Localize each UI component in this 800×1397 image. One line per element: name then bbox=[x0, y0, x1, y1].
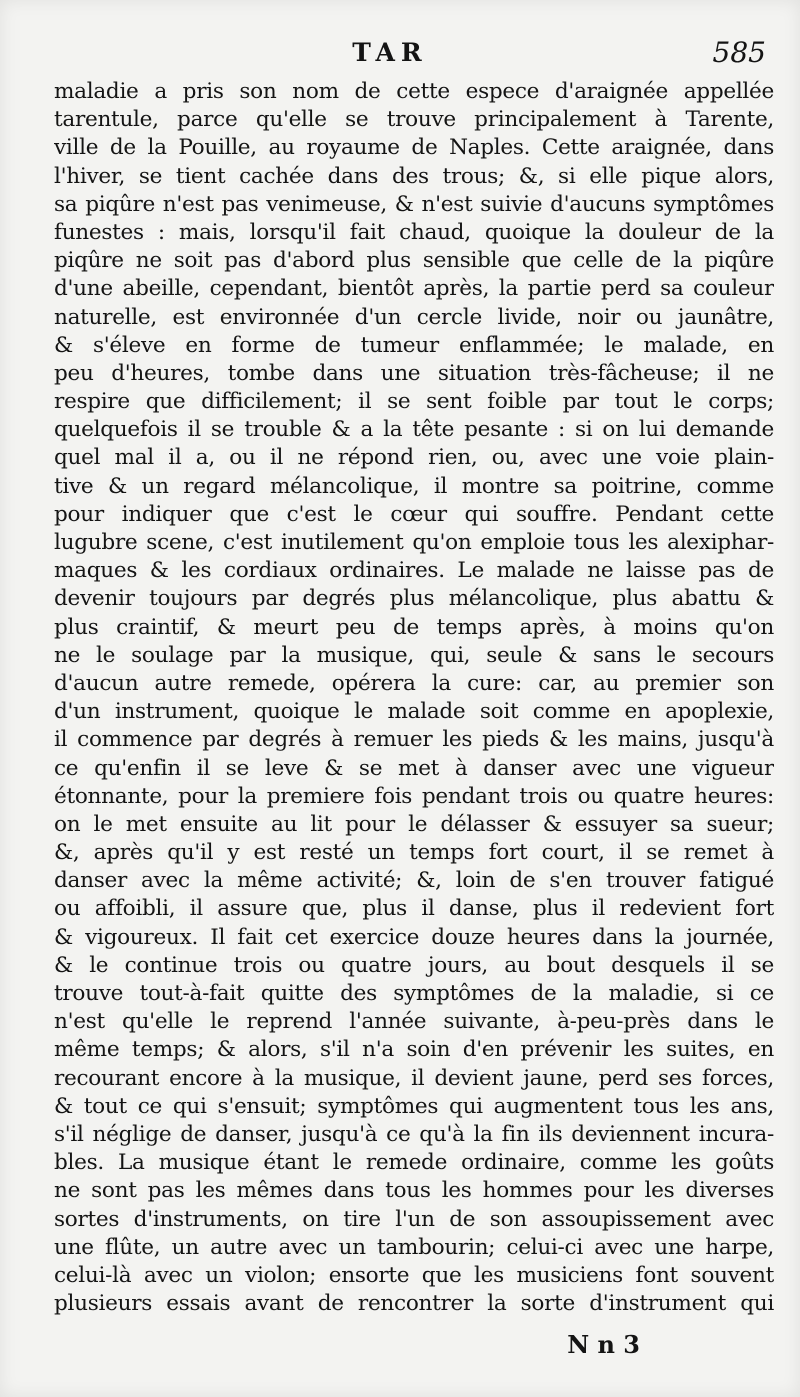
text-line: devenir toujours par degrés plus mélancolique, plus abattu & bbox=[54, 586, 774, 612]
text-line: lugubre scene, c'est inutilement qu'on emploie tous les alexiphar- bbox=[54, 530, 774, 555]
text-line: n'est qu'elle le reprend l'année suivante, à-peu-près dans le bbox=[54, 1009, 774, 1035]
text-line: naturelle, est environnée d'un cercle livide, noir ou jaunâtre, bbox=[54, 304, 774, 330]
text-line: tarentule, parce qu'elle se trouve principalement à Tarente, bbox=[54, 107, 774, 133]
text-line: on le met ensuite au lit pour le délasser & essuyer sa sueur; bbox=[54, 811, 774, 837]
text-line: funestes : mais, lorsqu'il fait chaud, quoique la douleur de la bbox=[54, 219, 774, 245]
page-number: 585 bbox=[712, 36, 766, 69]
text-line: plus craintif, & meurt peu de temps après, à moins qu'on bbox=[54, 614, 774, 640]
body-text bbox=[54, 78, 774, 1318]
text-line: pour indiquer que c'est le cœur qui souffre. Pendant cette bbox=[54, 501, 774, 527]
running-head: TAR bbox=[352, 38, 428, 67]
text-line: il commence par degrés à remuer les pieds & les mains, jusqu'à bbox=[54, 727, 774, 753]
text-line: peu d'heures, tombe dans une situation très-fâcheuse; il ne bbox=[54, 360, 774, 386]
text-line: danser avec la même activité; &, loin de s'en trouver fatigué bbox=[54, 868, 774, 894]
text-line: & s'éleve en forme de tumeur enflammée; le malade, en bbox=[54, 332, 774, 358]
text-line: tive & un regard mélancolique, il montre sa poitrine, comme bbox=[54, 473, 774, 499]
text-line: d'une abeille, cependant, bientôt après, la partie perd sa couleur bbox=[54, 276, 774, 302]
text-line: quelquefois il se trouble & a la tête pesante : si on lui demande bbox=[54, 417, 774, 443]
text-line: ville de la Pouille, au royaume de Naples. Cette araignée, dans bbox=[54, 135, 774, 161]
text-line: ne le soulage par la musique, qui, seule & sans le secours bbox=[54, 642, 774, 668]
text-line: & tout ce qui s'ensuit; symptômes qui augmentent tous les ans, bbox=[54, 1093, 774, 1119]
text-line: s'il néglige de danser, jusqu'à ce qu'à la fin ils deviennent incura- bbox=[54, 1121, 774, 1147]
text-line: une flûte, un autre avec un tambourin; celui-ci avec une harpe, bbox=[54, 1234, 774, 1260]
text-line: & vigoureux. Il fait cet exercice douze heures dans la journée, bbox=[54, 924, 774, 950]
text-line: piqûre ne soit pas d'abord plus sensible que celle de la piqûre bbox=[54, 248, 774, 274]
text-line: quel mal il a, ou il ne répond rien, ou, avec une voie plain- bbox=[54, 445, 774, 471]
text-line: maladie a pris son nom de cette espece d'araignée appellée bbox=[54, 79, 774, 104]
text-line: sortes d'instruments, on tire l'un de son assoupissement avec bbox=[54, 1206, 774, 1232]
text-line: bles. La musique étant le remede ordinaire, comme les goûts bbox=[54, 1150, 774, 1176]
signature-mark: N n 3 bbox=[567, 1330, 640, 1359]
text-line: & le continue trois ou quatre jours, au bout desquels il se bbox=[54, 952, 774, 978]
text-line: plusieurs essais avant de rencontrer la sorte d'instrument qui bbox=[54, 1291, 774, 1317]
text-line: l'hiver, se tient cachée dans des trous; &, si elle pique alors, bbox=[54, 163, 774, 189]
text-line: ou affoibli, il assure que, plus il danse, plus il redevient fort bbox=[54, 896, 774, 922]
text-line: maques & les cordiaux ordinaires. Le malade ne laisse pas de bbox=[54, 558, 774, 584]
text-line: sa piqûre n'est pas venimeuse, & n'est suivie d'aucuns symptômes bbox=[54, 191, 774, 217]
text-line: même temps; & alors, s'il n'a soin d'en prévenir les suites, en bbox=[54, 1037, 774, 1063]
page-header bbox=[0, 38, 800, 78]
text-line: &, après qu'il y est resté un temps fort court, il se remet à bbox=[54, 840, 774, 866]
text-line: étonnante, pour la premiere fois pendant trois ou quatre heures: bbox=[54, 783, 774, 809]
text-line: respire que difficilement; il se sent foible par tout le corps; bbox=[54, 389, 774, 415]
text-line: ce qu'enfin il se leve & se met à danser avec une vigueur bbox=[54, 755, 774, 781]
text-line: trouve tout-à-fait quitte des symptômes de la maladie, si ce bbox=[54, 981, 774, 1006]
text-line: d'un instrument, quoique le malade soit comme en apoplexie, bbox=[54, 699, 774, 725]
text-line: recourant encore à la musique, il devient jaune, perd ses forces, bbox=[54, 1065, 774, 1091]
text-line: celui-là avec un violon; ensorte que les musiciens font souvent bbox=[54, 1262, 774, 1288]
text-line: d'aucun autre remede, opérera la cure: car, au premier son bbox=[54, 670, 774, 696]
text-line: ne sont pas les mêmes dans tous les hommes pour les diverses bbox=[54, 1178, 774, 1204]
